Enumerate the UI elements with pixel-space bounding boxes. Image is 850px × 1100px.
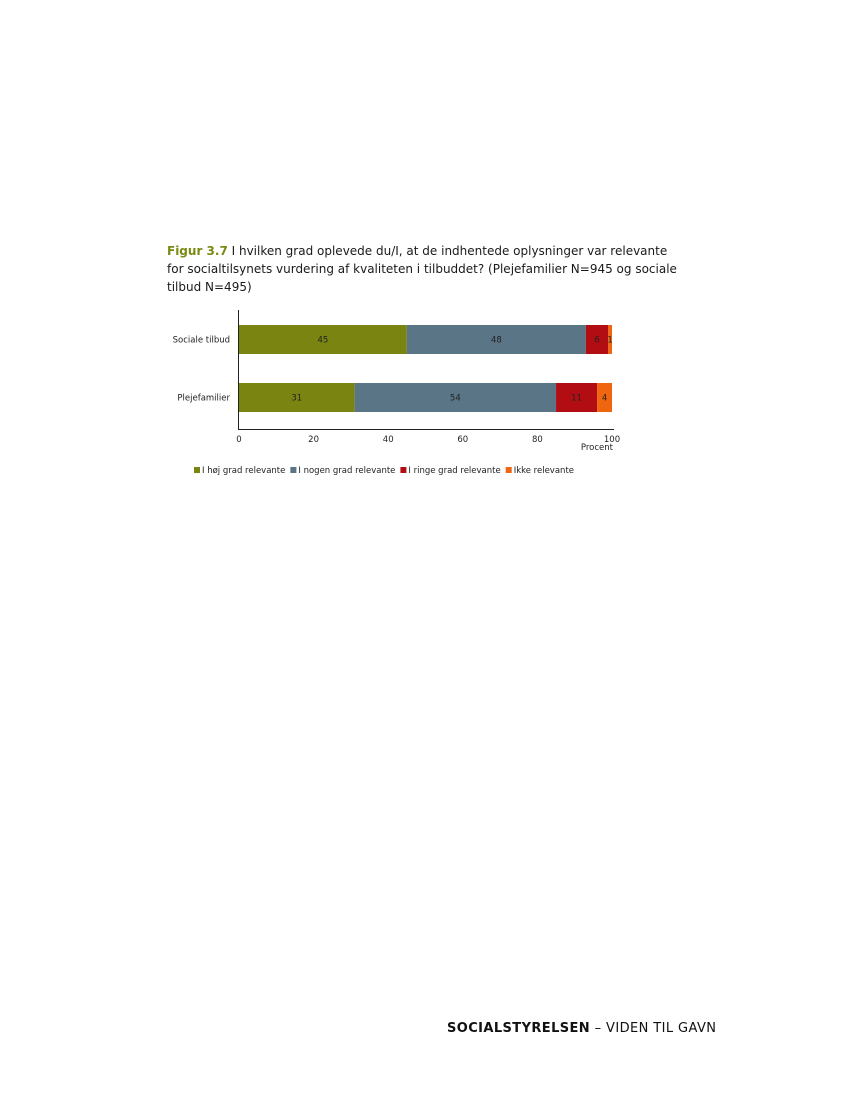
legend-label: I ringe grad relevante <box>408 466 501 476</box>
data-label: 11 <box>571 393 582 404</box>
legend-label: Ikke relevante <box>513 466 574 476</box>
data-label: 45 <box>317 335 329 346</box>
data-label: 4 <box>601 393 608 404</box>
data-label: 31 <box>291 393 303 404</box>
data-label: 48 <box>490 335 502 346</box>
figure-label: Figur 3.7 <box>167 244 228 258</box>
footer-tagline: – VIDEN TIL GAVN <box>594 1021 717 1036</box>
legend <box>194 466 574 476</box>
category-label: Plejefamilier <box>177 393 230 404</box>
footer <box>447 1021 716 1036</box>
category-label: Sociale tilbud <box>172 335 230 346</box>
legend-swatch <box>194 467 200 473</box>
x-tick-label: 0 <box>236 435 242 445</box>
x-tick-label: 80 <box>531 435 543 445</box>
data-label: 1 <box>607 335 613 346</box>
data-label: 6 <box>594 335 600 346</box>
stacked-bar-chart <box>160 305 640 490</box>
footer-brand: SOCIALSTYRELSEN <box>447 1021 591 1036</box>
x-axis-ticks <box>236 435 620 445</box>
figure-caption-text: I hvilken grad oplevede du/I, at de indhentede oplysninger var relevante for socialtilsynets vurdering af kvaliteten i tilbuddet? (Plejefamilier N=945 og sociale tilbud N=495) <box>167 244 677 294</box>
legend-swatch <box>400 467 406 473</box>
x-axis-label: Procent <box>580 443 613 453</box>
legend-label: I høj grad relevante <box>202 466 286 476</box>
data-label: 54 <box>449 393 461 404</box>
figure-caption <box>167 242 687 296</box>
x-tick-label: 40 <box>382 435 394 445</box>
x-tick-label: 20 <box>308 435 320 445</box>
legend-swatch <box>506 467 512 473</box>
x-tick-label: 60 <box>457 435 469 445</box>
legend-swatch <box>290 467 296 473</box>
x-tick-label: 100 <box>603 435 621 445</box>
legend-label: I nogen grad relevante <box>298 466 396 476</box>
